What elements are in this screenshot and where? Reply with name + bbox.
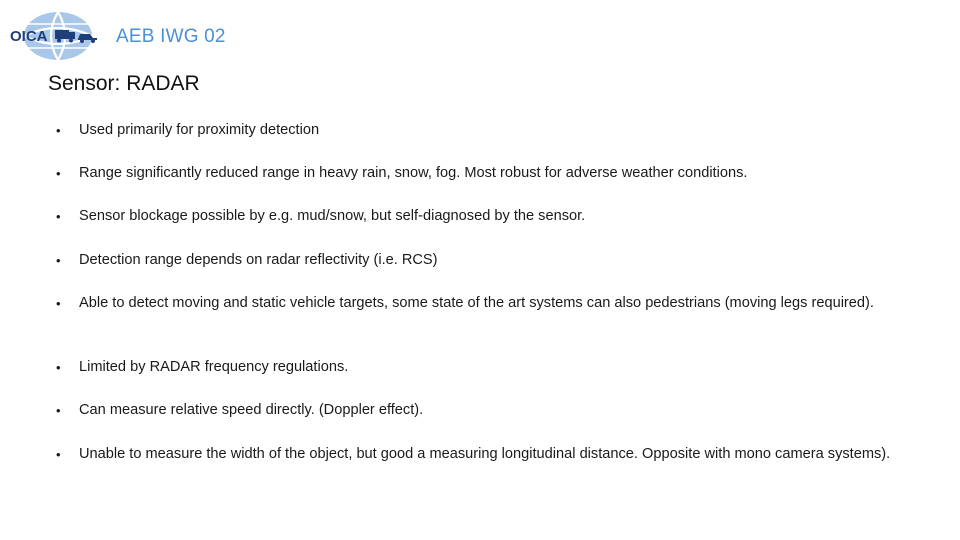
oica-logo: [8, 10, 108, 62]
bullet-text: Sensor blockage possible by e.g. mud/snow, but self-diagnosed by the sensor.: [79, 208, 586, 224]
bullet-item: [56, 206, 906, 227]
bullet-text: Detection range depends on radar reflectivity (i.e. RCS): [79, 252, 438, 268]
bullet-text: Used primarily for proximity detection: [79, 122, 320, 138]
bullet-item: [56, 120, 906, 141]
header-title: AEB IWG 02: [116, 26, 226, 47]
bullet-item: [56, 250, 906, 271]
bullet-text: Limited by RADAR frequency regulations.: [79, 359, 349, 375]
bullet-glyph: •: [56, 209, 61, 224]
bullet-item: [56, 293, 906, 314]
bullet-text: Can measure relative speed directly. (Doppler effect).: [79, 402, 424, 418]
oica-logo-text: OICA: [10, 28, 48, 45]
bullet-text: Unable to measure the width of the object, but good a measuring longitudinal distance. Opposite with mono camera systems).: [79, 446, 891, 462]
bullet-glyph: •: [56, 166, 61, 181]
bullet-glyph: •: [56, 123, 61, 138]
bullet-text: Able to detect moving and static vehicle targets, some state of the art systems can also pedestrians (moving legs required).: [79, 295, 874, 311]
bullet-item: [56, 163, 906, 184]
bullet-text: Range significantly reduced range in heavy rain, snow, fog. Most robust for adverse weather conditions.: [79, 165, 748, 181]
bullet-item: [56, 444, 906, 465]
bullet-item: [56, 357, 906, 378]
bullet-glyph: •: [56, 403, 61, 418]
bullet-glyph: •: [56, 253, 61, 268]
slide-title: Sensor: RADAR: [48, 72, 200, 95]
bullet-glyph: •: [56, 296, 61, 311]
oica-globe-icon: [8, 10, 108, 62]
bullet-glyph: •: [56, 360, 61, 375]
bullet-item: [56, 400, 906, 421]
bullet-glyph: •: [56, 447, 61, 462]
